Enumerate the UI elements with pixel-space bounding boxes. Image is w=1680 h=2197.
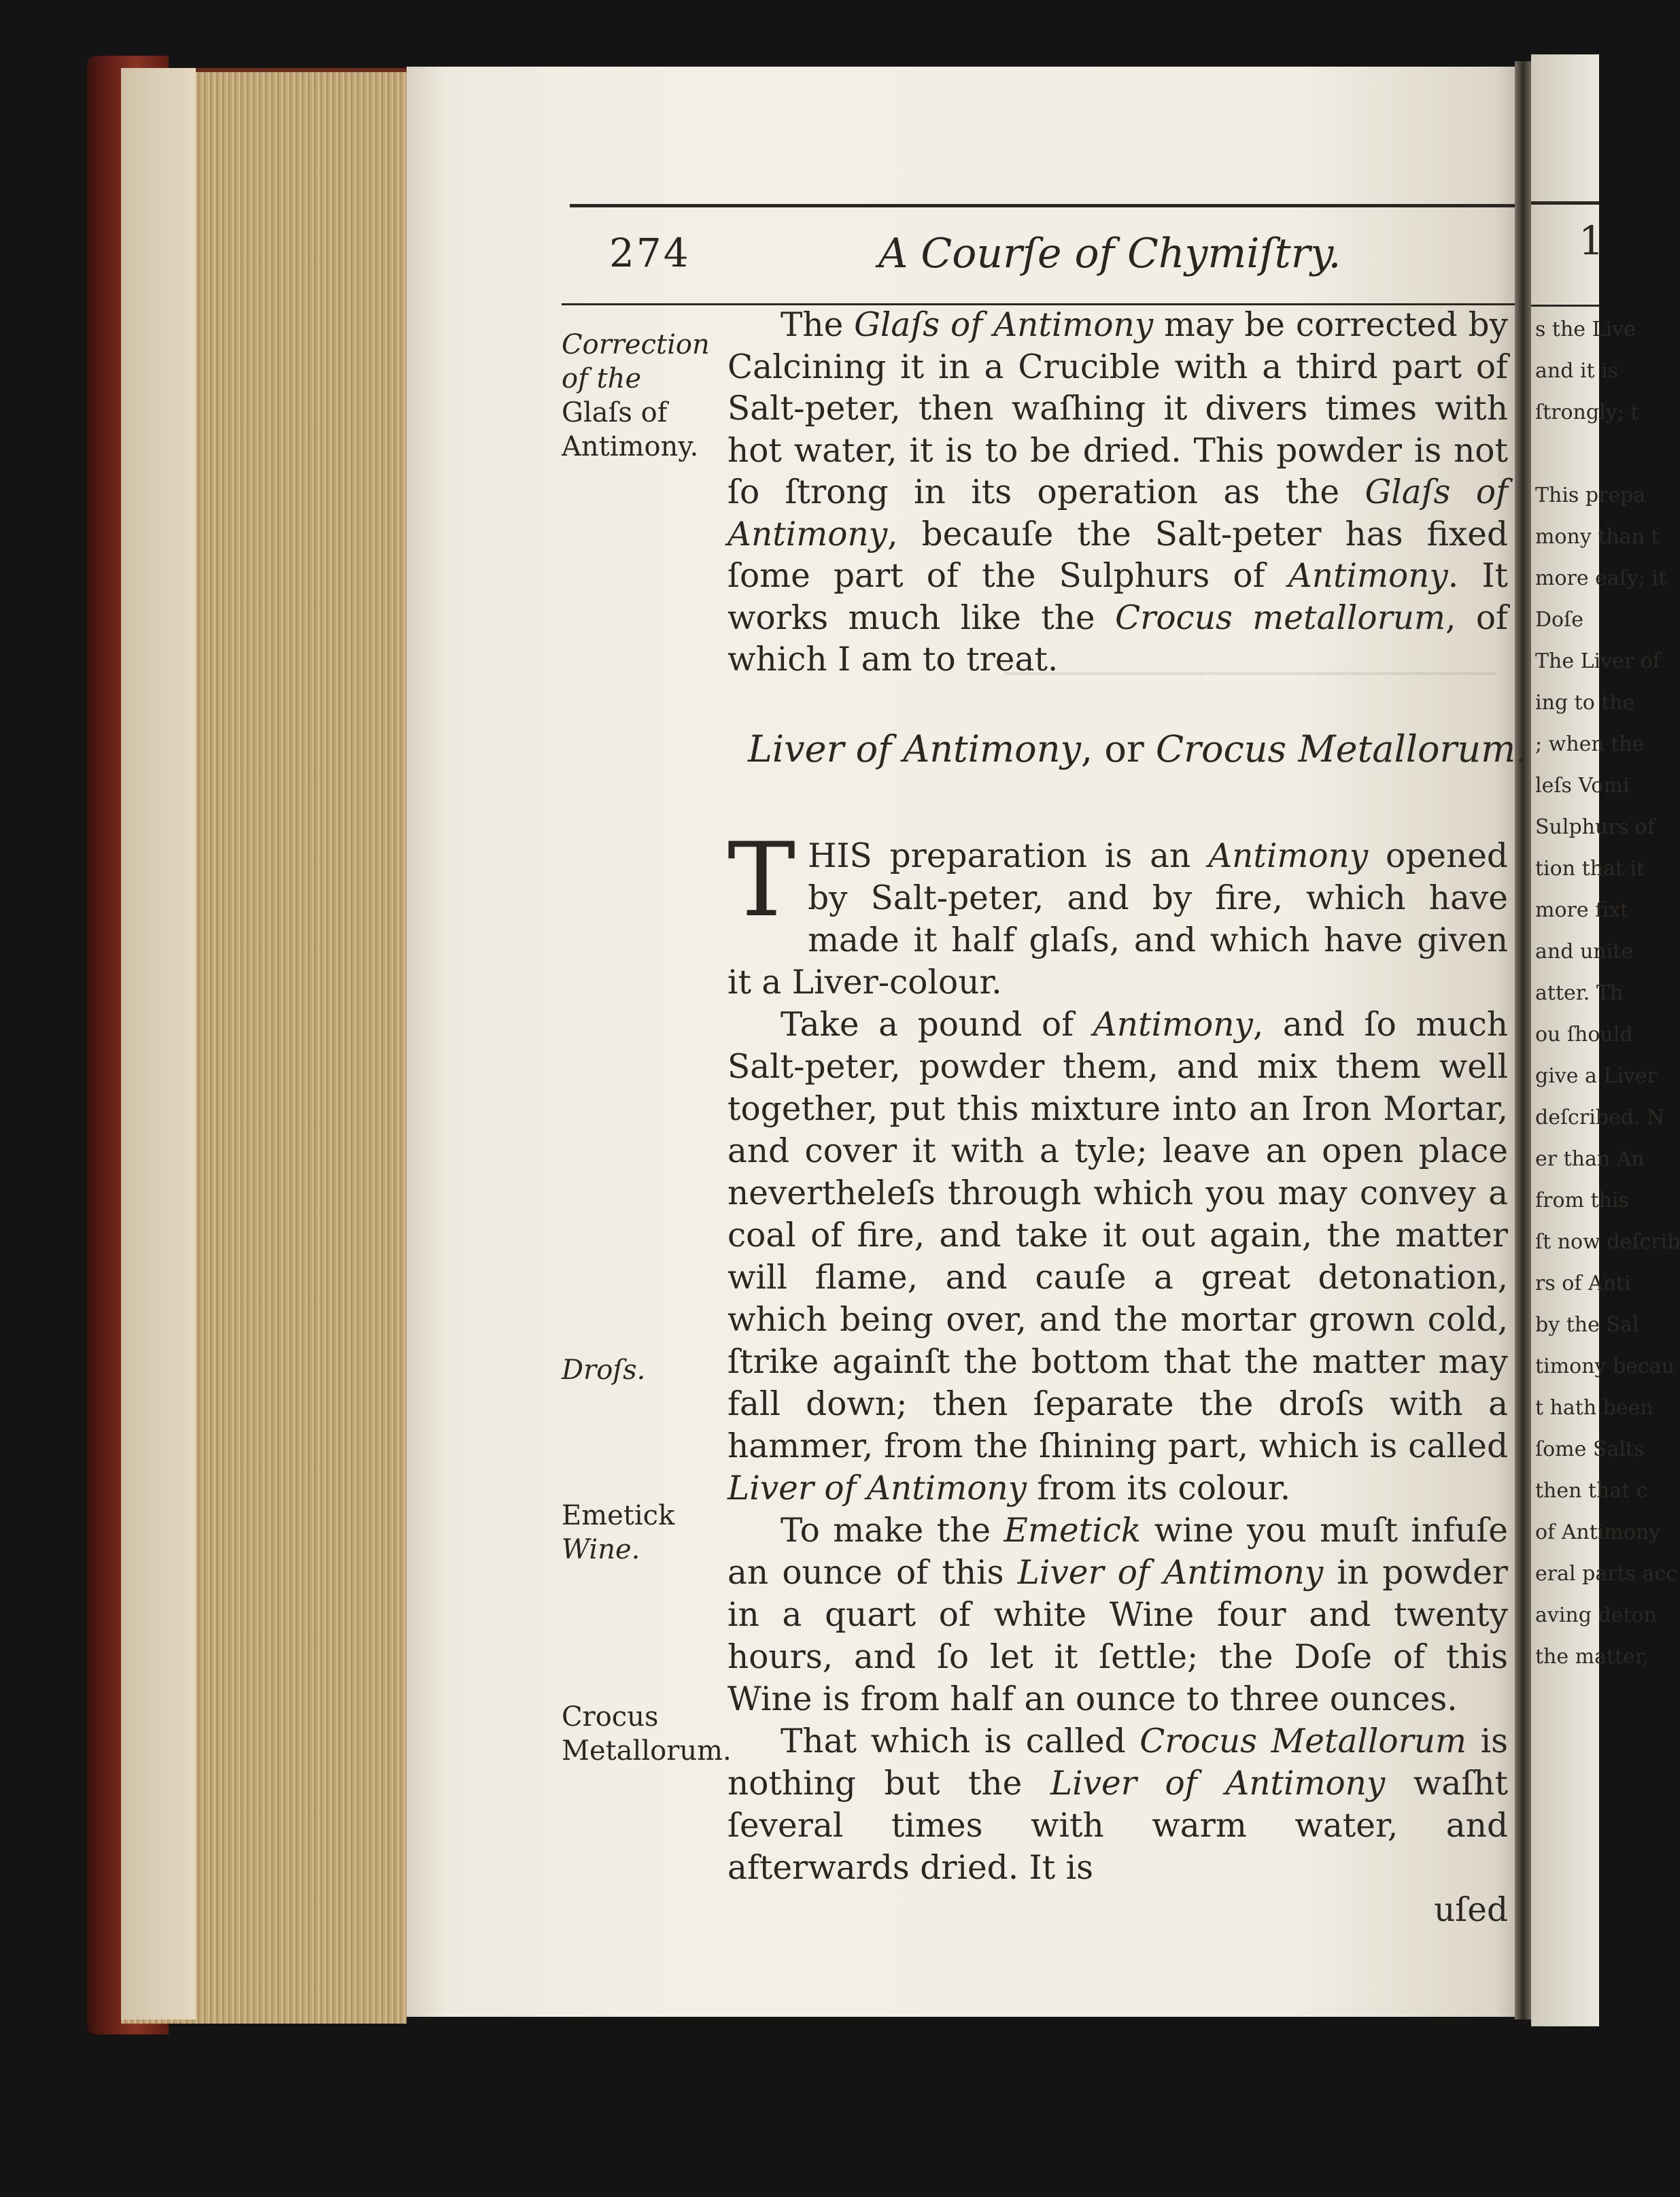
drop-cap: T	[727, 821, 796, 940]
margin-note-crocus	[562, 1700, 732, 1768]
adjacent-line: atter. Th	[1535, 981, 1624, 1005]
italic-term: Crocus Metallorum	[1139, 1722, 1467, 1760]
adjacent-rule-top	[1531, 201, 1599, 205]
adjacent-line: ſt now deſcrib	[1535, 1230, 1680, 1254]
margin-italic: Droſs.	[562, 1355, 646, 1386]
italic-term: Liver of Antimony	[727, 1469, 1027, 1508]
show-through-text: ─────────────────────────	[1004, 655, 1496, 693]
margin-note-emetick-wine	[562, 1499, 674, 1567]
adjacent-line: from this	[1535, 1189, 1629, 1212]
margin-note-correction	[562, 328, 718, 464]
text: , of which I am to treat.	[727, 598, 1509, 679]
italic-term: Liver of Antimony	[1017, 1554, 1324, 1592]
italic-term: Antimony	[1093, 1006, 1253, 1044]
margin-text: Glaſs of Antimony.	[562, 397, 699, 462]
running-title: A Courſe of Chymiſtry.	[878, 230, 1341, 277]
adjacent-line: er than An	[1535, 1147, 1645, 1171]
adjacent-line: deſcribed. N	[1535, 1106, 1665, 1129]
margin-text: Emetick	[562, 1500, 675, 1531]
adjacent-line: of Antimony	[1535, 1520, 1661, 1544]
adjacent-line: give a Liver	[1535, 1064, 1658, 1088]
adjacent-line: eral parts acc	[1535, 1562, 1678, 1586]
text: , becauſe the Salt-peter has fixed ſome part of the Sulphurs of	[727, 515, 1508, 595]
adjacent-line: and unite	[1535, 940, 1633, 964]
adjacent-line: then that c	[1535, 1479, 1648, 1503]
page-number: 274	[609, 230, 691, 276]
text: wine you muſt infuſe an ounce of this	[727, 1512, 1508, 1592]
adjacent-line: the matter,	[1535, 1645, 1649, 1669]
adjacent-line: This prepa	[1535, 483, 1646, 507]
heading-italic: Crocus Metallorum.	[1155, 728, 1528, 770]
adjacent-line: Doſe	[1535, 608, 1583, 632]
adjacent-line: leſs Vomi	[1535, 774, 1630, 798]
adjacent-page-number: 1	[1579, 218, 1604, 264]
margin-note-dross	[562, 1353, 645, 1387]
adjacent-line: rs of Anti	[1535, 1272, 1631, 1295]
adjacent-line: ſtrongly; t	[1535, 401, 1639, 424]
margin-italic: Wine.	[562, 1534, 640, 1565]
italic-term: Antimony	[1288, 557, 1448, 595]
heading-italic: Liver of Antimony	[748, 728, 1081, 770]
adjacent-line: Sulphurs of	[1535, 815, 1655, 839]
heading-text: , or	[1080, 728, 1156, 770]
adjacent-line: The Liver of	[1535, 649, 1660, 673]
text: To make the	[781, 1512, 1004, 1550]
adjacent-line: s the Live	[1535, 318, 1636, 341]
body-text-liver-of-antimony	[727, 821, 1509, 1931]
catchword: uſed	[1434, 1891, 1508, 1929]
text: Take a pound of	[781, 1006, 1093, 1044]
text: That which is called	[781, 1722, 1140, 1760]
adjacent-line: t hath been	[1535, 1396, 1653, 1420]
adjacent-line: aving deton	[1535, 1603, 1657, 1627]
text: is nothing but the	[727, 1722, 1508, 1803]
text: from its colour.	[1027, 1469, 1291, 1508]
header-rule-top	[570, 204, 1515, 207]
italic-term: Antimony	[1208, 837, 1369, 875]
adjacent-line: ing to the	[1535, 691, 1635, 715]
italic-term: Crocus metallorum	[1115, 598, 1446, 637]
italic-term: Emetick	[1004, 1512, 1142, 1550]
text: The	[781, 306, 855, 344]
adjacent-page-text	[1535, 309, 1680, 1873]
adjacent-line: by the Sal	[1535, 1313, 1639, 1337]
adjacent-line: timony becau	[1535, 1355, 1675, 1378]
text: . It works much like the	[727, 557, 1508, 637]
adjacent-line: more eaſy; it	[1535, 566, 1667, 590]
italic-term: Glaſs of Antimony	[727, 473, 1509, 553]
adjacent-line	[1535, 433, 1599, 475]
adjacent-rule-bottom	[1531, 305, 1599, 307]
adjacent-line: mony than t	[1535, 525, 1660, 549]
margin-italic: Correction of the	[562, 329, 710, 394]
text: in powder in a quart of white Wine four and twenty hours, and ſo let it ſettle; the Doſe of this Wine is from half an ounce to three ounces.	[727, 1554, 1508, 1718]
text: may be corrected by Calcining it in a Crucible with a third part of Salt-peter, then waſhing it divers times with hot water, it is to be dried. This powder is not ſo ſtrong in its operation as the	[727, 306, 1508, 511]
adjacent-line: more fixt	[1535, 898, 1629, 922]
adjacent-line: tion that it	[1535, 857, 1645, 881]
paragraph-glass-correction	[727, 305, 1508, 681]
adjacent-line: ſome Salts	[1535, 1437, 1645, 1461]
italic-term: Liver of Antimony	[1050, 1765, 1386, 1803]
adjacent-line: ou ſhould	[1535, 1023, 1633, 1046]
blank-flyleaf	[121, 68, 196, 2020]
margin-text: Crocus Metallorum.	[562, 1701, 732, 1767]
text: HIS preparation is an	[808, 837, 1209, 875]
adjacent-line: and it is	[1535, 359, 1619, 383]
text: opened by Salt-peter, and by fire, which have made it half glaſs, and which have given it a Liver-colour.	[727, 837, 1508, 1002]
book-gutter	[1515, 61, 1531, 2020]
italic-term: Glaſs of Antimony	[854, 306, 1154, 344]
adjacent-line: ; when the	[1535, 732, 1645, 756]
text: , and ſo much Salt-peter, powder them, and mix them well together, put this mixture into an Iron Mortar, and cover it with a tyle; leave an open place nevertheleſs through which you may convey a coal of fire, and take it out again, the matter will flame, and cauſe a great detonation, which being over, and the mortar grown cold, ſtrike againſt the bottom that the matter may fall down; then ſeparate the droſs with a hammer, from the ſhining part, which is called	[727, 1006, 1509, 1465]
text: waſht ſeveral times with warm water, and afterwards dried. It is	[727, 1765, 1508, 1887]
section-heading	[748, 728, 1528, 770]
